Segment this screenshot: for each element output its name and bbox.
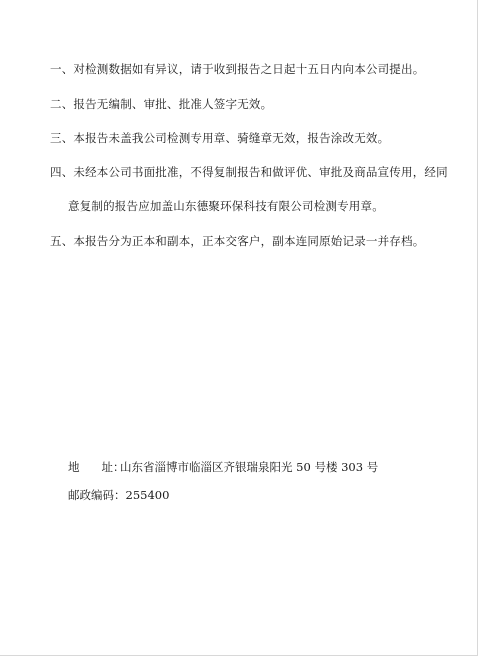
- address-value: 山东省淄博市临淄区齐银瑞泉阳光 50 号楼 303 号: [120, 460, 379, 474]
- note-item-1: [50, 62, 424, 76]
- note-text: 对检测数据如有异议，请于收到报告之日起十五日内向本公司提出。: [73, 62, 425, 76]
- note-text: 未经本公司书面批准，不得复制报告和做评优、审批及商品宣传用，经同: [73, 165, 448, 179]
- note-text: 本报告分为正本和副本，正本交客户，副本连同原始记录一并存档。: [73, 234, 425, 248]
- note-text: 本报告未盖我公司检测专用章、骑缝章无效，报告涂改无效。: [73, 131, 390, 145]
- note-number: 一、: [50, 62, 74, 76]
- note-item-3: [50, 131, 389, 145]
- note-number: 四、: [50, 165, 74, 179]
- note-item-4: [50, 165, 448, 179]
- address-label: 地 址：: [68, 460, 125, 474]
- note-item-4-continuation: [68, 199, 384, 213]
- address-line: [68, 460, 378, 474]
- postal-code-line: [68, 488, 169, 502]
- note-item-2: [50, 97, 272, 111]
- postal-label: 邮政编码：: [68, 488, 126, 502]
- note-text: 意复制的报告应加盖山东德聚环保科技有限公司检测专用章。: [68, 199, 384, 213]
- note-number: 五、: [50, 234, 74, 248]
- note-item-5: [50, 234, 424, 248]
- note-number: 三、: [50, 131, 74, 145]
- note-text: 报告无编制、审批、批准人签字无效。: [73, 97, 273, 111]
- note-number: 二、: [50, 97, 74, 111]
- postal-value: 255400: [125, 488, 170, 502]
